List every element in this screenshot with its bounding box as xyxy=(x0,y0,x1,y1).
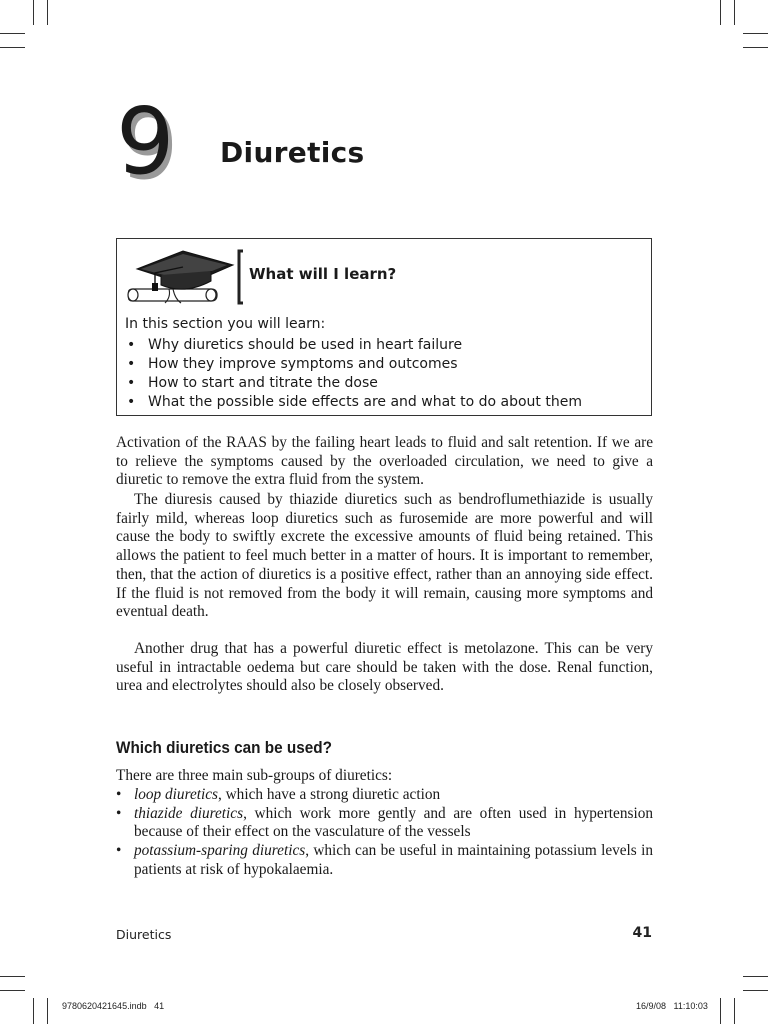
slug-filename: 9780620421645.indb 41 xyxy=(62,1001,165,1011)
learning-objectives-box xyxy=(116,238,652,416)
box-heading: What will I learn? xyxy=(249,265,397,283)
slug-timestamp: 16/9/08 11:10:03 xyxy=(636,1001,708,1011)
list-item: • What the possible side effects are and what to do about them xyxy=(125,393,582,412)
crop-mark xyxy=(743,990,768,991)
diuretic-types-list xyxy=(116,786,653,880)
section-intro: There are three main sub-groups of diuretics: xyxy=(116,767,393,784)
term-description: , which work more gently and are often used in hypertension because of their effect on the vasculature of the vessels xyxy=(134,804,653,841)
chapter-title: Diuretics xyxy=(220,136,365,169)
section-heading: Which diuretics can be used? xyxy=(116,738,332,757)
learning-objectives-list xyxy=(125,336,582,412)
crop-mark xyxy=(720,998,721,1024)
crop-mark xyxy=(0,47,25,48)
term-description: , which have a strong diuretic action xyxy=(217,786,441,803)
crop-mark xyxy=(33,0,34,25)
crop-mark xyxy=(47,998,48,1024)
paragraph: Activation of the RAAS by the failing heart leads to fluid and salt retention. If we are to relieve the symptoms caused by the overloaded circulation, we need to give a diuretic to remove the extra fluid from the system. xyxy=(116,434,653,489)
term: loop diuretics xyxy=(134,786,218,803)
crop-mark xyxy=(743,33,768,34)
crop-mark xyxy=(734,0,735,25)
page-number: 41 xyxy=(632,925,652,941)
list-item xyxy=(116,786,653,805)
chapter-number: 9 xyxy=(116,88,173,195)
graduation-cap-icon xyxy=(125,245,251,309)
list-item xyxy=(116,805,653,842)
crop-mark xyxy=(33,998,34,1024)
term-description: , which can be useful in maintaining potassium levels in patients at risk of hypokalaemia. xyxy=(134,842,653,878)
crop-mark xyxy=(743,47,768,48)
list-item: • How they improve symptoms and outcomes xyxy=(125,355,582,374)
crop-mark xyxy=(0,33,25,34)
crop-mark xyxy=(0,976,25,977)
term: potassium-sparing diuretics xyxy=(134,842,306,860)
paragraph: Another drug that has a powerful diuretic effect is metolazone. This can be very useful in intractable oedema but care should be taken with the dose. Renal function, urea and electrolytes should also be closely observed. xyxy=(116,640,653,695)
running-head: Diuretics xyxy=(116,927,172,942)
list-item xyxy=(116,842,653,879)
paragraph: The diuresis caused by thiazide diuretics such as bendroflumethiazide is usually fairly mild, whereas loop diuretics such as furosemide are more powerful and will cause the body to swiftly excrete the excessive amounts of fluid being retained. This allows the patient to feel much better in a matter of hours. It is important to remember, then, that the action of diuretics is a positive effect, rather than an annoying side effect. If the fluid is not removed from the body it will remain, causing more symptoms and eventual death. xyxy=(116,491,653,621)
crop-mark xyxy=(720,0,721,25)
list-item: • Why diuretics should be used in heart failure xyxy=(125,336,582,355)
crop-mark xyxy=(734,998,735,1024)
crop-mark xyxy=(743,976,768,977)
crop-mark xyxy=(47,0,48,25)
term: thiazide diuretics xyxy=(134,804,244,822)
list-item: • How to start and titrate the dose xyxy=(125,374,582,393)
crop-mark xyxy=(0,990,25,991)
box-intro: In this section you will learn: xyxy=(125,316,326,332)
